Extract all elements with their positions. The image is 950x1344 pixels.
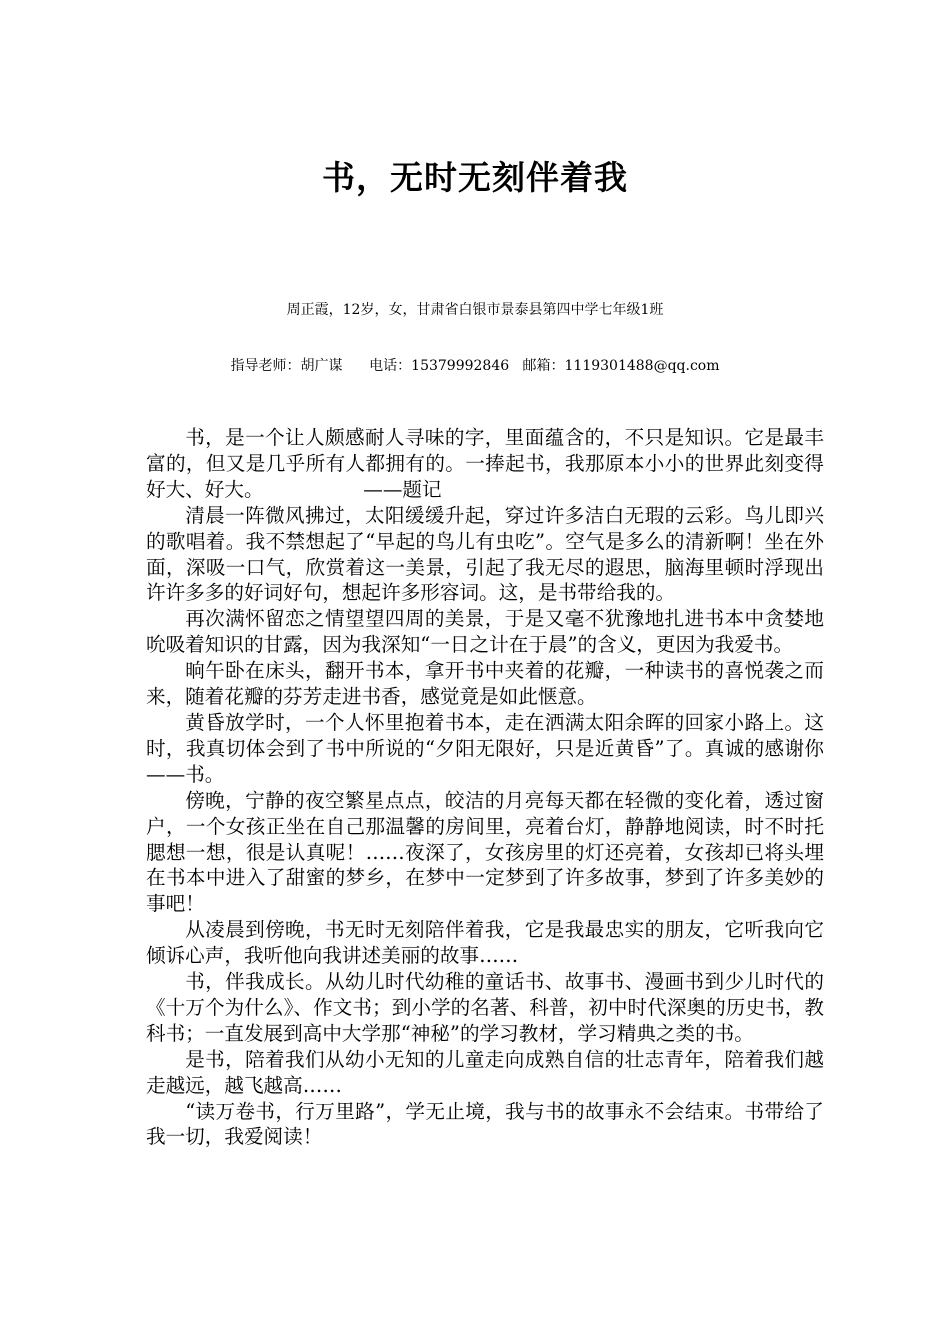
paragraph-4: 晌午卧在床头，翻开书本，拿开书中夹着的花瓣，一种读书的喜悦袭之而来，随着花瓣的芬芳走进书香，感觉竟是如此惬意。 <box>146 659 824 709</box>
page-title: 书，无时无刻伴着我 <box>322 158 628 197</box>
paragraph-5: 黄昏放学时，一个人怀里抱着书本，走在洒满太阳余晖的回家小路上。这时，我真切体会到了书中所说的“夕阳无限好，只是近黄昏”了。真诚的感谢你——书。 <box>146 710 824 786</box>
paragraph-8: 书，伴我成长。从幼儿时代幼稚的童话书、故事书、漫画书到少儿时代的《十万个为什么》、作文书；到小学的名著、科普，初中时代深奥的历史书，教科书；一直发展到高中大学那“神秘”的学习教材，学习精典之类的书。 <box>146 970 824 1045</box>
teacher-name: 指导老师：胡广谋 <box>230 358 343 374</box>
paragraph-2: 清晨一阵微风拂过，太阳缓缓升起，穿过许多洁白无瑕的云彩。鸟儿即兴的歌唱着。我不禁想起了“早起的鸟儿有虫吃”。空气是多么的清新啊！坐在外面，深吸一口气，欣赏着这一美景，引起了我无尽的遐思，脑海里顿时浮现出许许多多的好词好句，想起许多形容词。这，是书带给我的。 <box>146 503 824 605</box>
paragraph-3: 再次满怀留恋之情望望四周的美景，于是又毫不犹豫地扎进书本中贪婪地吮吸着知识的甘露，因为我深知“一日之计在于晨”的含义，更因为我爱书。 <box>146 607 824 657</box>
paragraph-1 <box>146 425 824 503</box>
teacher-info <box>0 355 950 375</box>
paragraph-10: “读万卷书，行万里路”，学无止境，我与书的故事永不会结束。书带给了我一切，我爱阅读！ <box>146 1099 824 1149</box>
epigraph-mark: ——题记 <box>363 477 442 501</box>
teacher-email: 邮箱：1119301488@qq.com <box>522 358 720 374</box>
essay-body <box>146 425 824 1150</box>
paragraph-7: 从凌晨到傍晚，书无时无刻陪伴着我，它是我最忠实的朋友，它听我向它倾诉心声，我听他向我讲述美丽的故事…… <box>146 918 824 968</box>
paragraph-6: 傍晚，宁静的夜空繁星点点，皎洁的月亮每天都在轻微的变化着，透过窗户，一个女孩正坐在自己那温馨的房间里，亮着台灯，静静地阅读，时不时托腮想一想，很是认真呢！……夜深了，女孩房里的灯还亮着，女孩却已将头埋在书本中进入了甜蜜的梦乡，在梦中一定梦到了许多故事，梦到了许多美妙的事吧！ <box>146 788 824 916</box>
author-line: 周正霞，12岁，女，甘肃省白银市景泰县第四中学七年级1班 <box>286 302 664 318</box>
paragraph-text: 书，是一个让人颇感耐人寻味的字，里面蕴含的，不只是知识。它是最丰富的，但又是几乎所有人都拥有的。一捧起书，我那原本小小的世界此刻变得好大、好大。 <box>146 426 824 501</box>
teacher-phone: 电话：15379992846 <box>369 358 510 374</box>
paragraph-9: 是书，陪着我们从幼小无知的儿童走向成熟自信的壮志青年，陪着我们越走越远，越飞越高…… <box>146 1047 824 1097</box>
